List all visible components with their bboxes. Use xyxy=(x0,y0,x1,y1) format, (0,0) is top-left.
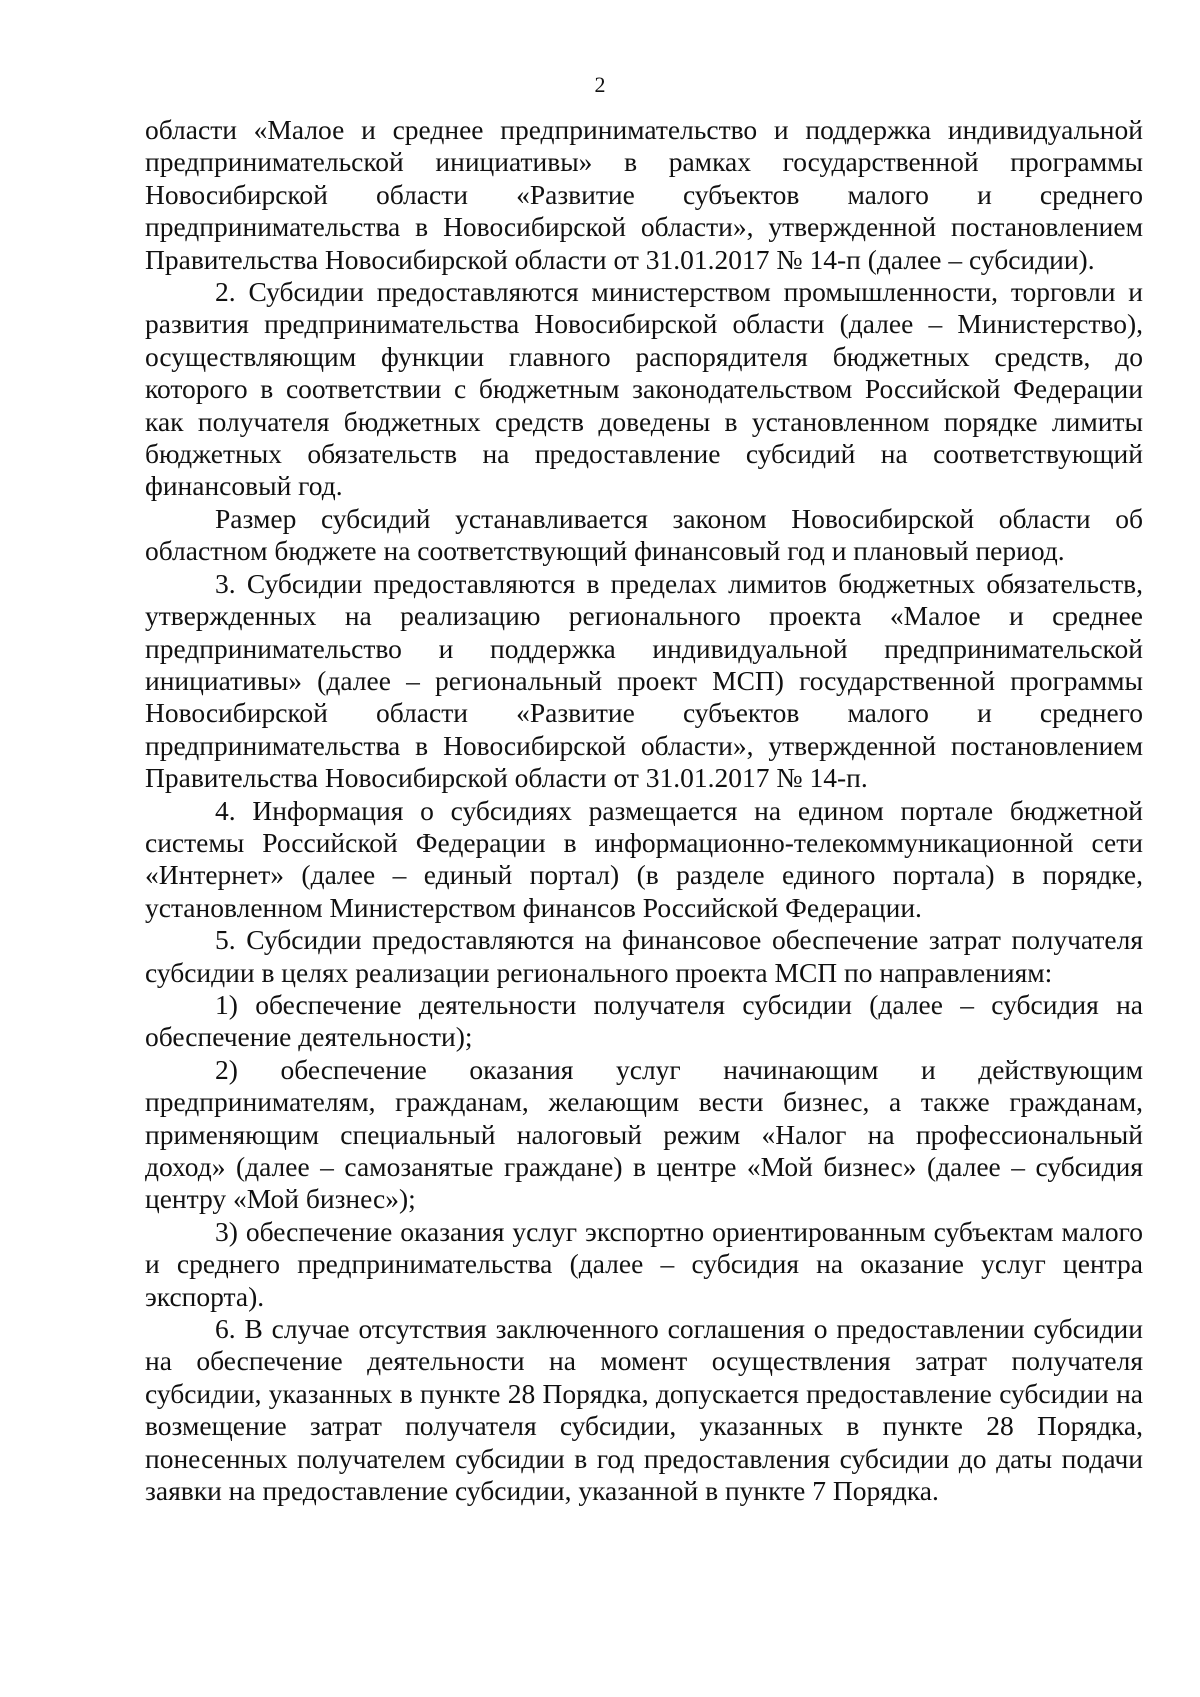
paragraph-subsidy-amount: Размер субсидий устанавливается законом Новосибирской области об областном бюджете на соответствующий финансовый год и плановый период. xyxy=(145,502,1143,567)
paragraph-item-2: 2. Субсидии предоставляются министерством промышленности, торговли и развития предпринимательства Новосибирской области (далее – Министерство), осуществляющим функции главного распорядителя бюджетных средств, до которого в соответствии с бюджетным законодательством Российской Федерации как получателя бюджетных средств доведены в установленном порядке лимиты бюджетных обязательств на предоставление субсидий на соответствующий финансовый год. xyxy=(145,276,1143,502)
paragraph-item-3: 3. Субсидии предоставляются в пределах лимитов бюджетных обязательств, утвержденных на реализацию регионального проекта «Малое и среднее предпринимательство и поддержка индивидуальной предпринимательской инициативы» (далее – региональный проект МСП) государственной программы Новосибирской области «Развитие субъектов малого и среднего предпринимательства в Новосибирской области», утвержденной постановлением Правительства Новосибирской области от 31.01.2017 № 14-п. xyxy=(145,567,1143,794)
paragraph-subitem-2: 2) обеспечение оказания услуг начинающим и действующим предпринимателям, гражданам, желающим вести бизнес, а также гражданам, применяющим специальный налоговый режим «Налог на профессиональный доход» (далее – самозанятые граждане) в центре «Мой бизнес» (далее – субсидия центру «Мой бизнес»); xyxy=(145,1053,1143,1215)
paragraph-item-4: 4. Информация о субсидиях размещается на едином портале бюджетной системы Российской Федерации в информационно-телекоммуникационной сети «Интернет» (далее – единый портал) (в разделе единого портала) в порядке, установленном Министерством финансов Российской Федерации. xyxy=(145,794,1143,923)
paragraph-continuation: области «Малое и среднее предпринимательство и поддержка индивидуальной предпринимательской инициативы» в рамках государственной программы Новосибирской области «Развитие субъектов малого и среднего предпринимательства в Новосибирской области», утвержденной постановлением Правительства Новосибирской области от 31.01.2017 № 14-п (далее – субсидии). xyxy=(145,114,1143,275)
paragraph-subitem-1: 1) обеспечение деятельности получателя субсидии (далее – субсидия на обеспечение деятельности); xyxy=(145,988,1143,1053)
paragraph-item-5: 5. Субсидии предоставляются на финансовое обеспечение затрат получателя субсидии в целях реализации регионального проекта МСП по направлениям: xyxy=(145,924,1143,988)
paragraph-item-6: 6. В случае отсутствия заключенного соглашения о предоставлении субсидии на обеспечение деятельности на момент осуществления затрат получателя субсидии, указанных в пункте 28 Порядка, допускается предоставление субсидии на возмещение затрат получателя субсидии, указанных в пункте 28 Порядка, понесенных получателем субсидии в год предоставления субсидии до даты подачи заявки на предоставление субсидии, указанной в пункте 7 Порядка. xyxy=(145,1313,1143,1507)
paragraph-subitem-3: 3) обеспечение оказания услуг экспортно ориентированным субъектам малого и среднего предпринимательства (далее – субсидия на оказание услуг центра экспорта). xyxy=(145,1215,1143,1312)
page-number: 2 xyxy=(594,72,606,97)
document-body xyxy=(145,114,1143,1507)
